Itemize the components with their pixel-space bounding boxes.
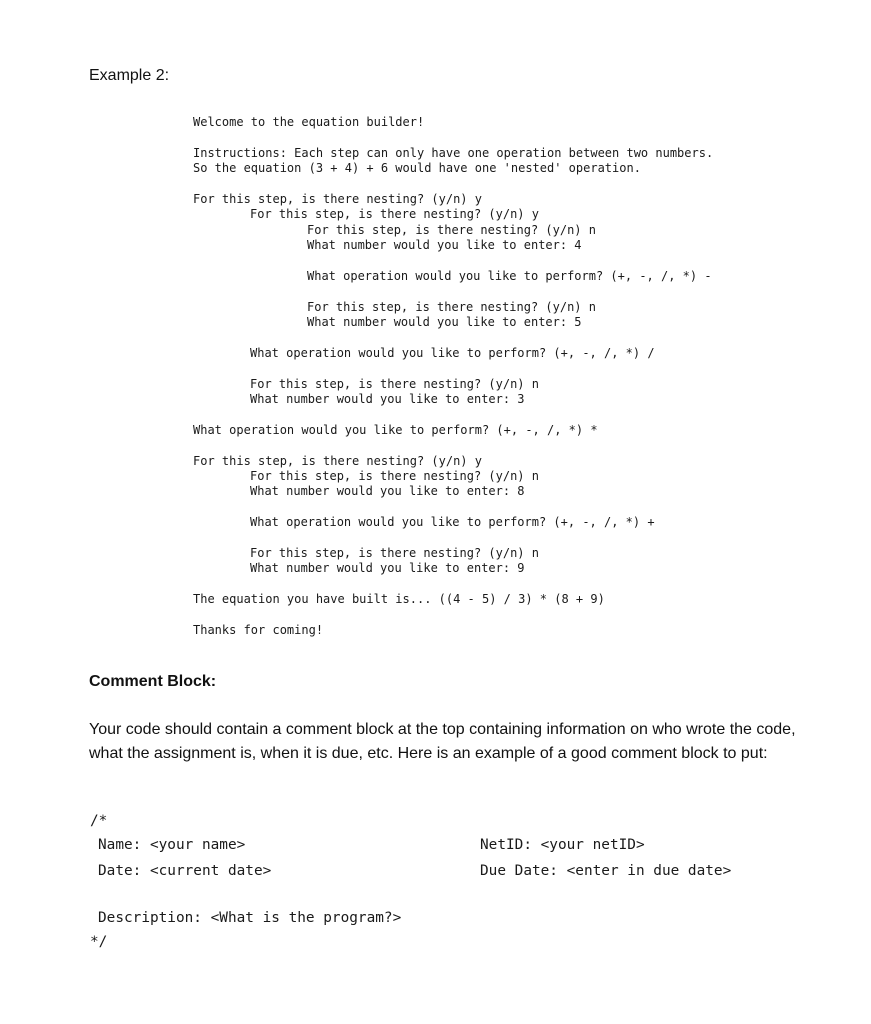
example-heading: Example 2: [89,67,170,84]
console-line: For this step, is there nesting? (y/n) n [250,546,539,560]
console-line: What number would you like to enter: 9 [250,561,525,575]
console-line: For this step, is there nesting? (y/n) y [193,454,482,468]
console-line: The equation you have built is... ((4 - 5) / 3) * (8 + 9) [193,592,605,606]
console-line: For this step, is there nesting? (y/n) n [250,377,539,391]
console-line: What number would you like to enter: 8 [250,484,525,498]
name-field: Name: <your name> [98,837,246,853]
console-line: For this step, is there nesting? (y/n) n [307,223,596,237]
console-line: Instructions: Each step can only have one operation between two numbers. [193,146,714,160]
comment-block-example [90,812,850,962]
console-line: What number would you like to enter: 3 [250,392,525,406]
console-line: What number would you like to enter: 4 [307,238,582,252]
console-line: For this step, is there nesting? (y/n) n [250,469,539,483]
netid-field: NetID: <your netID> [480,837,645,853]
console-line: For this step, is there nesting? (y/n) n [307,300,596,314]
console-line: What operation would you like to perform? (+, -, /, *) / [250,346,655,360]
console-line: What number would you like to enter: 5 [307,315,582,329]
comment-block-heading: Comment Block: [89,673,217,690]
due-date-field: Due Date: <enter in due date> [480,863,732,879]
console-line: Welcome to the equation builder! [193,115,425,129]
console-line: So the equation (3 + 4) + 6 would have one 'nested' operation. [193,161,641,175]
comment-open: /* [90,813,108,829]
console-line: For this step, is there nesting? (y/n) y [193,192,482,206]
comment-block-instructions: Your code should contain a comment block at the top containing information on who wrote the code, what the assignment is, when it is due, etc. Here is an example of a good comment block to put: [89,721,796,762]
console-line: What operation would you like to perform? (+, -, /, *) - [307,269,712,283]
console-line: What operation would you like to perform? (+, -, /, *) * [193,423,598,437]
console-line: What operation would you like to perform? (+, -, /, *) + [250,515,655,529]
console-line: Thanks for coming! [193,623,324,637]
date-field: Date: <current date> [98,863,272,879]
console-line: For this step, is there nesting? (y/n) y [250,207,539,221]
comment-close: */ [90,934,108,950]
description-field: Description: <What is the program?> [98,910,402,926]
